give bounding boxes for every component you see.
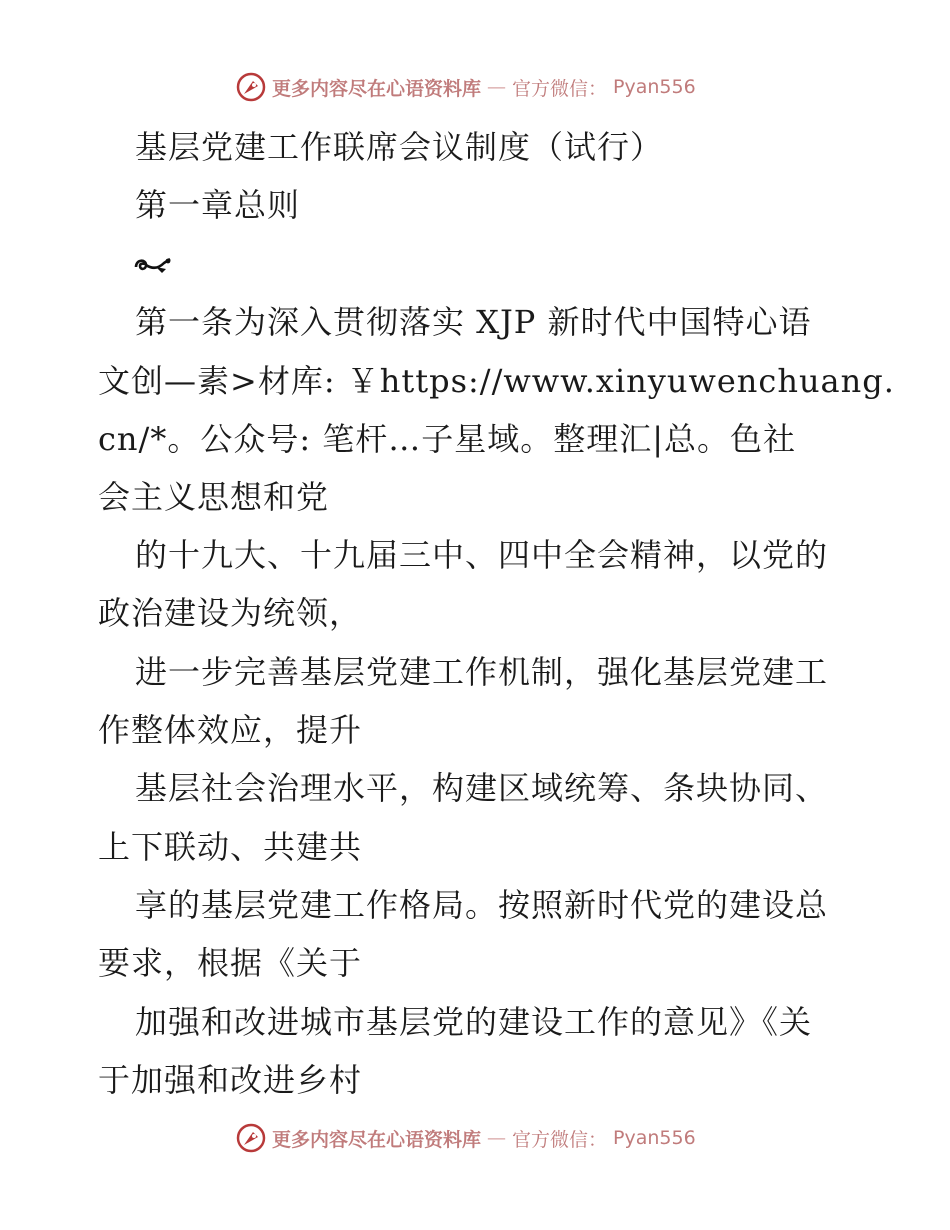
paragraph-line: 享的基层党建工作格局。按照新时代党的建设总 [135,886,829,924]
footer-watermark [236,1123,696,1153]
watermark-wechat-id: Pyan556 [613,76,696,98]
paragraph-line: cn/*。公众号: 笔杆…子星域。整理汇|总。色社 [98,420,797,458]
pen-nib-logo-icon [236,1123,266,1153]
paragraph-line: 上下联动、共建共 [98,828,363,866]
watermark-separator: — [487,1127,507,1149]
paragraph-line: 文创—素>材库: ￥https://www.xinyuwenchuang. [98,362,895,400]
paragraph-line: 的十九大、十九届三中、四中全会精神，以党的 [135,536,829,574]
paragraph-line: 于加强和改进乡村 [98,1061,363,1099]
header-watermark [236,72,696,102]
watermark-wechat-id: Pyan556 [613,1127,696,1149]
document-title: 基层党建工作联席会议制度（试行） [135,128,664,166]
watermark-wechat-label: 官方微信： [512,1128,608,1151]
paragraph-line: 政治建设为统领， [98,594,363,632]
paragraph-line: 作整体效应，提升 [98,711,363,749]
flourish-ornament-icon [132,253,174,277]
chapter-heading: 第一章总则 [135,186,301,224]
paragraph-line: 第一条为深入贯彻落实 XJP 新时代中国特心语 [135,303,812,341]
watermark-text: 更多内容尽在心语资料库 [272,77,482,100]
paragraph-line: 进一步完善基层党建工作机制，强化基层党建工 [135,653,829,691]
pen-nib-logo-icon [236,72,266,102]
paragraph-line: 加强和改进城市基层党的建设工作的意见》《关 [135,1003,813,1041]
watermark-wechat-label: 官方微信： [512,77,608,100]
watermark-separator: — [487,76,507,98]
paragraph-line: 要求，根据《关于 [98,944,363,982]
paragraph-line: 会主义思想和党 [98,478,330,516]
paragraph-line: 基层社会治理水平，构建区域统筹、条块协同、 [135,769,829,807]
watermark-text: 更多内容尽在心语资料库 [272,1128,482,1151]
